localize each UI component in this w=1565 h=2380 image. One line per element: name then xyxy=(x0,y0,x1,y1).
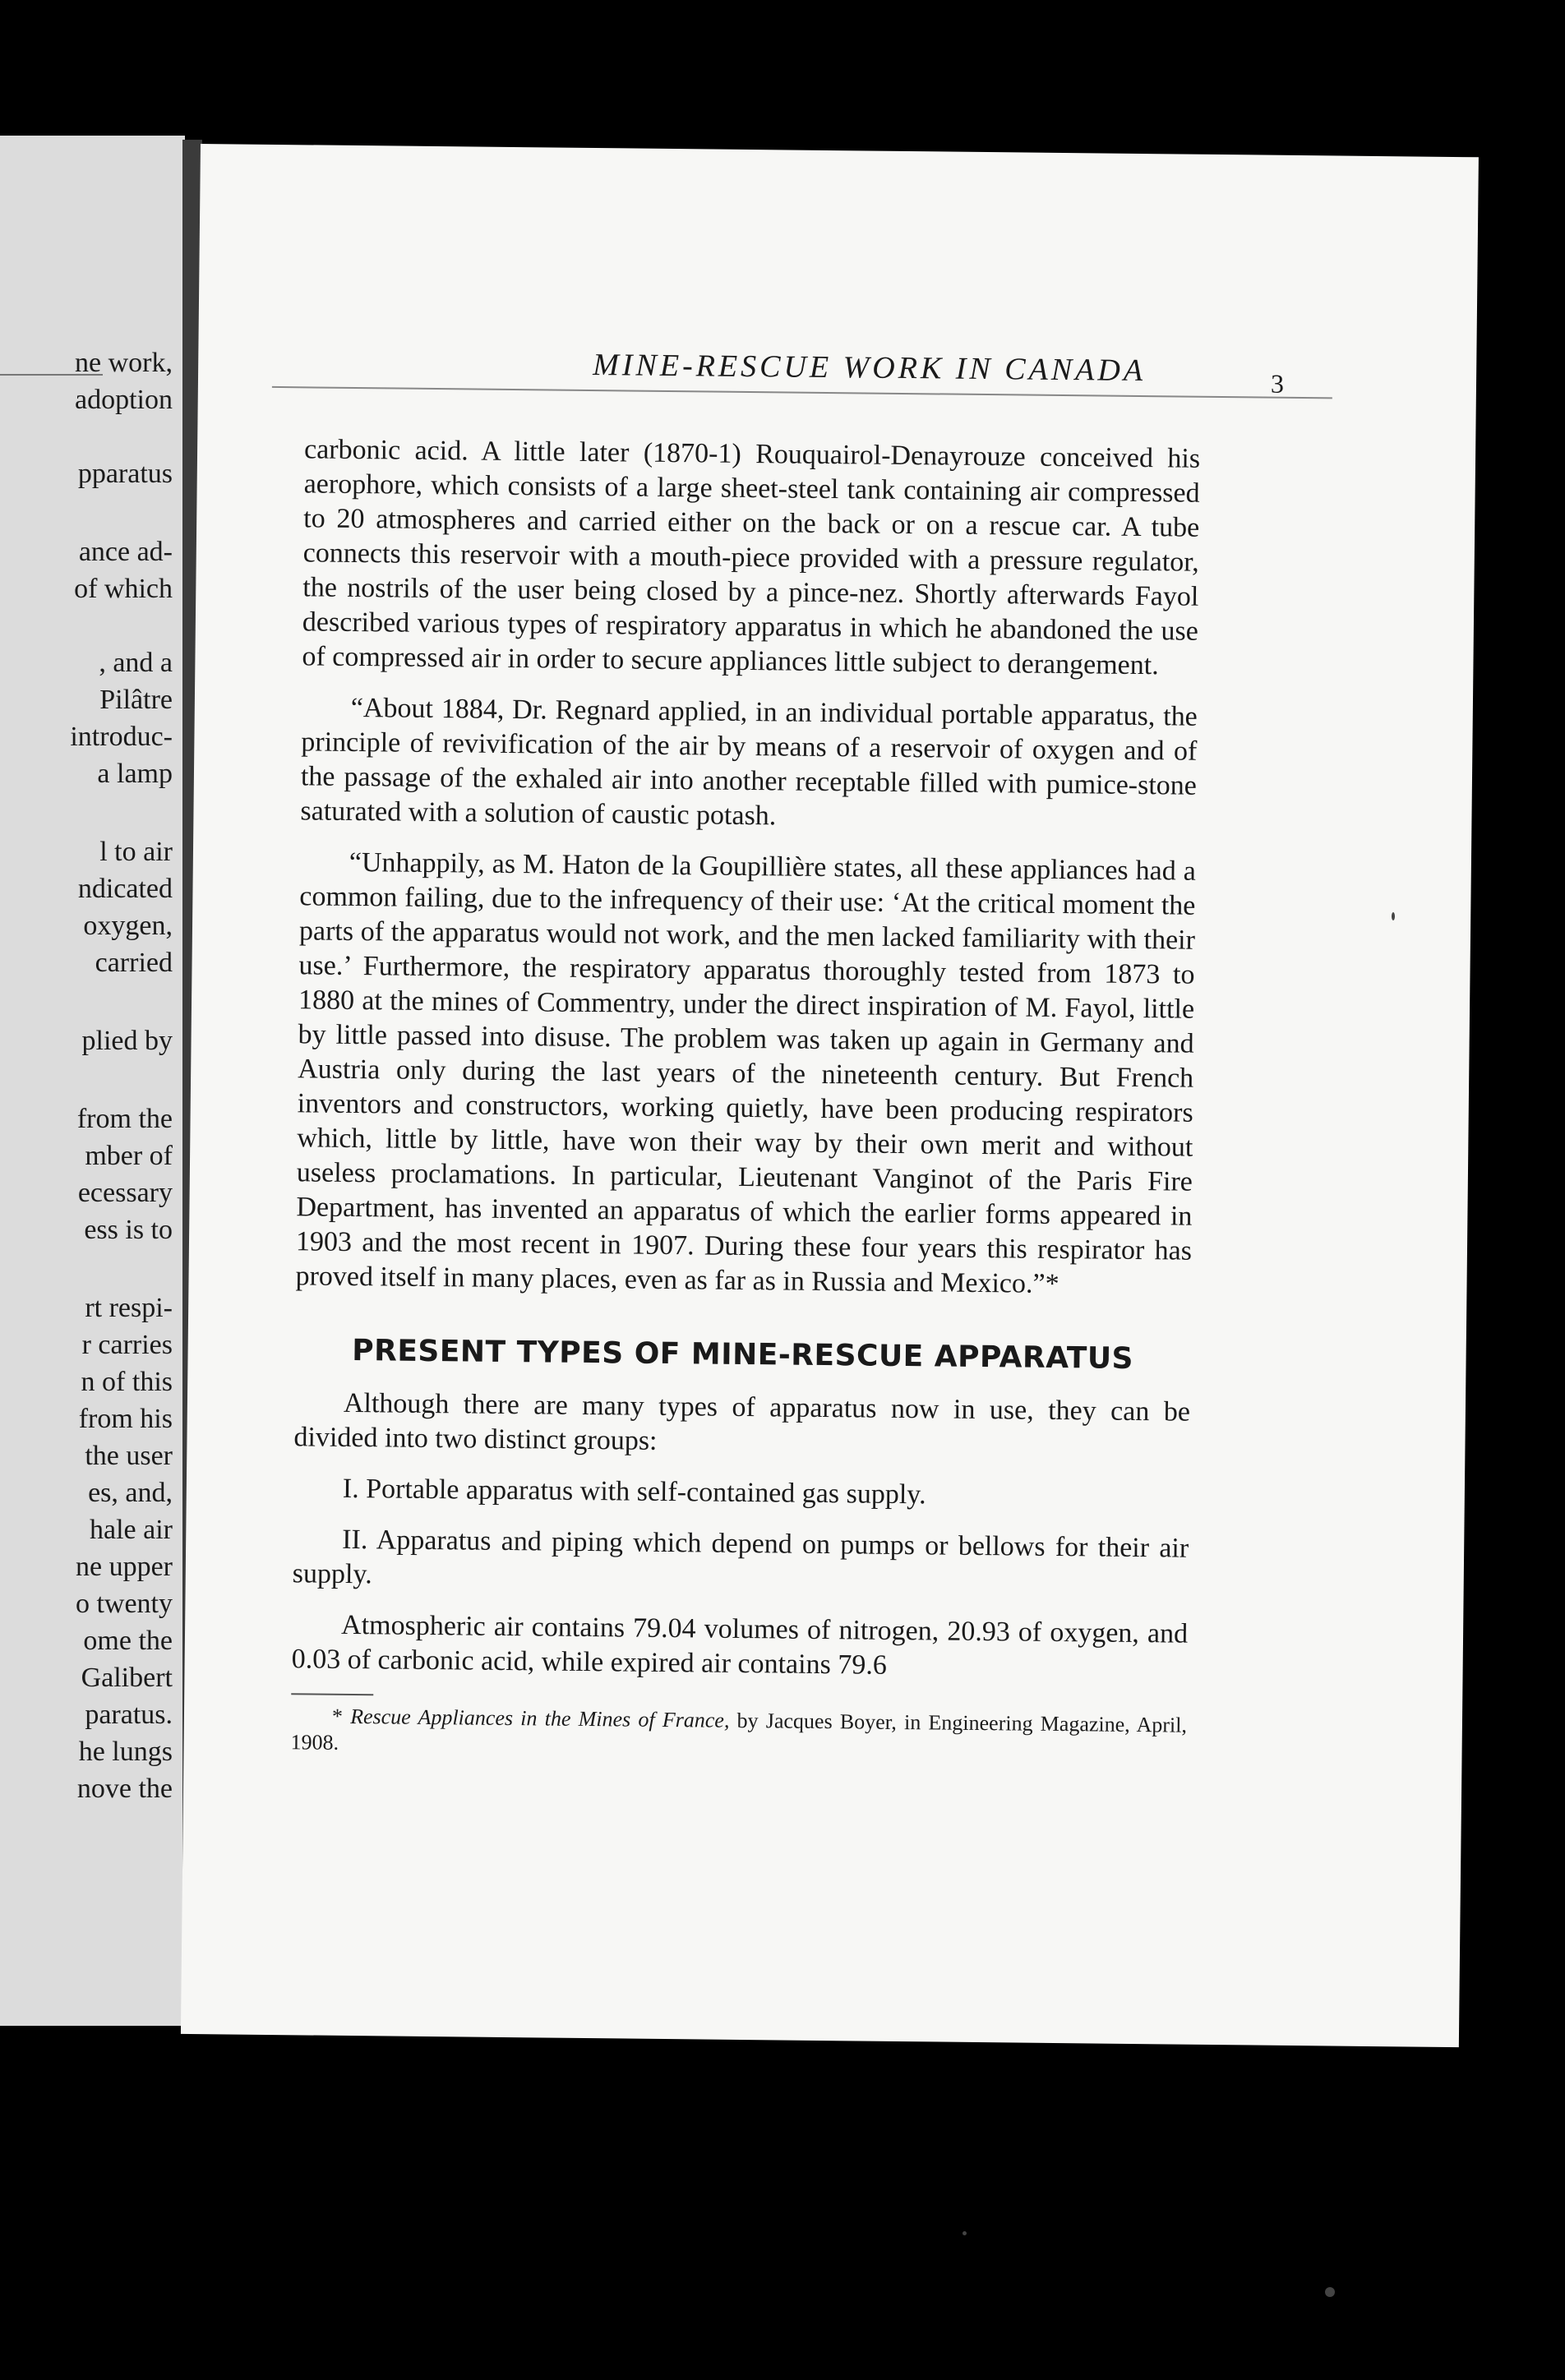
list-item: II. Apparatus and piping which depend on pumps or bellows for their air supply. xyxy=(292,1524,1189,1590)
left-page-line: nove the xyxy=(76,1773,173,1804)
running-head xyxy=(272,344,1332,399)
left-page-line: the user xyxy=(85,1441,173,1471)
left-page-line: ess is to xyxy=(84,1215,173,1245)
film-speck xyxy=(1325,2287,1335,2297)
film-speck xyxy=(963,2231,967,2235)
left-page-line: of which xyxy=(74,574,173,604)
page-number: 3 xyxy=(1270,368,1285,399)
left-page-line: he lungs xyxy=(78,1737,173,1767)
left-page-line: introduc- xyxy=(70,722,173,752)
left-page-line: a lamp xyxy=(97,759,173,789)
left-page-line: ne work, xyxy=(75,348,173,378)
running-head-title: MINE-RESCUE WORK IN CANADA xyxy=(592,348,1147,389)
left-page-line: carried xyxy=(95,948,173,978)
left-page-line: , and a xyxy=(99,648,173,678)
left-page-line: l to air xyxy=(99,837,173,867)
left-page-line: adoption xyxy=(75,385,173,415)
left-page-line: from the xyxy=(76,1104,173,1134)
left-page-line: ne upper xyxy=(75,1552,173,1582)
left-facing-page xyxy=(0,136,185,2026)
left-page-line: rt respi- xyxy=(85,1293,173,1323)
left-page-line: hale air xyxy=(90,1515,173,1545)
paragraph: Atmospheric air contains 79.04 volumes of nitrogen, 20.93 of oxygen, and 0.03 of carbonic acid, while expired air contains 79.6 xyxy=(291,1609,1189,1681)
left-page-line: plied by xyxy=(81,1026,173,1056)
left-page-line: r carries xyxy=(81,1330,173,1360)
list-item: I. Portable apparatus with self-contained gas supply. xyxy=(342,1473,926,1511)
footnote-rule xyxy=(291,1693,373,1695)
left-page-line: ndicated xyxy=(77,874,173,904)
book-page xyxy=(181,144,1479,2047)
section-heading: PRESENT TYPES OF MINE-RESCUE APPARATUS xyxy=(351,1334,1134,1376)
left-page-line: from his xyxy=(78,1404,173,1434)
left-page-line: paratus. xyxy=(85,1700,173,1730)
left-page-line: ecessary xyxy=(77,1178,173,1208)
left-page-line: ome the xyxy=(83,1626,173,1656)
left-page-line: es, and, xyxy=(88,1478,173,1508)
body-text xyxy=(290,432,1200,1764)
left-page-line: ance ad- xyxy=(78,537,173,567)
film-speck xyxy=(1392,912,1395,920)
footnote xyxy=(290,1703,1187,1764)
footnote-marker: * xyxy=(331,1704,351,1729)
footnote-citation: by Jacques Boyer, in Engineering Magazine, April, 1908. xyxy=(290,1708,1188,1755)
left-page-line: n of this xyxy=(81,1367,173,1397)
left-page-line: Galibert xyxy=(81,1663,173,1693)
footnote-title: Rescue Appliances in the Mines of France, xyxy=(350,1704,730,1732)
paragraph: Although there are many types of apparatus now in use, they can be divided into two distinct groups: xyxy=(293,1387,1191,1456)
paragraph: carbonic acid. A little later (1870-1) Rouquairol-Denayrouze conceived his aerophore, which consists of a large sheet-steel tank containing air compressed to 20 atmospheres and carried either on the back or on a rescue car. A tube connects this reservoir with a mouth-piece provided with a pressure regulator, the nostrils of the user being closed by a pince-nez. Shortly afterwards Fayol described various types of respiratory apparatus in which he abandoned the use of compressed air in order to secure appliances little subject to derangement. xyxy=(302,434,1201,681)
left-page-line: pparatus xyxy=(77,459,173,489)
paragraph: “Unhappily, as M. Haton de la Goupillière states, all these appliances had a common failing, due to the infrequency of their use: ‘At the critical moment the parts of the apparatus would not work, and the men lacked familiarity with their use.’ Furthermore, the respiratory apparatus thoroughly tested from 1873 to 1880 at the mines of Commentry, under the direct inspiration of M. Fayol, little by little passed into disuse. The problem was taken up again in Germany and Austria only during the last years of the nineteenth century. But French inventors and constructors, working quietly, have been producing respirators which, little by little, have won their way by their own merit and without useless proclamations. In particular, Lieutenant Vanginot of the Paris Fire Department, has invented an apparatus of which the earlier forms appeared in 1903 and the most recent in 1907. During these four years this respirator has proved itself in many places, even as far as in Russia and Mexico.”* xyxy=(295,846,1196,1300)
left-page-line: Pilâtre xyxy=(99,685,173,715)
paragraph: “About 1884, Dr. Regnard applied, in an individual portable apparatus, the principle of revivification of the air by means of a reservoir of oxygen and of the passage of the exhaled air into another receptable filled with pumice-stone saturated with a solution of caustic potash. xyxy=(300,692,1198,832)
left-page-line: oxygen, xyxy=(83,911,173,941)
left-page-line: mber of xyxy=(85,1141,173,1171)
left-page-line: o twenty xyxy=(75,1589,173,1619)
